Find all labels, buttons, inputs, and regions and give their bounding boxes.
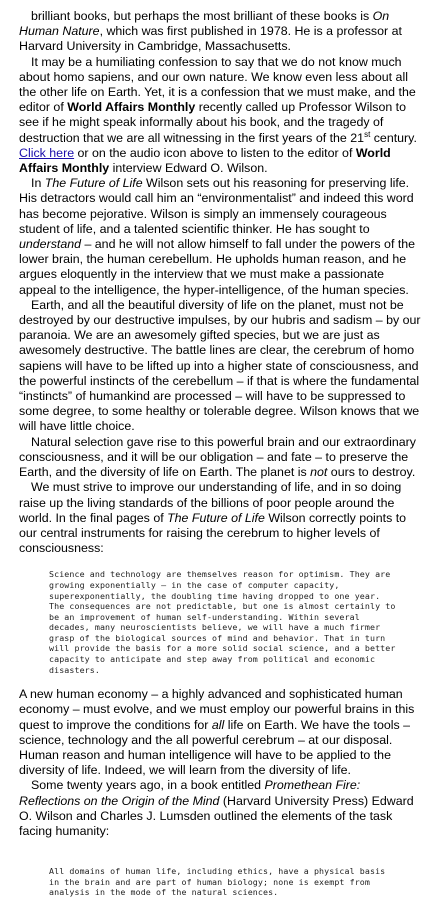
book-title-on-human-nature: On Human Nature xyxy=(19,9,390,39)
text: Wilson sets out his reasoning for preserving life. His detractors would call him an “environmentalist” and indeed this word has become pejorative. Wilson is simply an immensely courageous student of life, and a talented scientific thinker. He has sought to xyxy=(19,176,414,236)
ordinal-suffix: st xyxy=(364,129,371,139)
paragraph-promethean-fire xyxy=(19,778,422,839)
text: life on Earth. We have the tools – science, technology and the all powerful cerebrum – at our disposal. Human reason and human intelligence will have to be applied to the diversity of life. Indeed, we will learn from the diversity of life. xyxy=(19,717,411,778)
text: ours to destroy. xyxy=(327,465,416,480)
paragraph-natural-selection xyxy=(19,435,422,481)
book-title-promethean-fire: Promethean Fire: Reflections on the Origin of the Mind xyxy=(19,778,361,808)
block-quote-domains: All domains of human life, including ethics, have a physical basis in the brain and are part of human biology; none is exempt from analysis in the mode of the natural sciences. xyxy=(49,866,386,898)
text: Wilson correctly points to our central instruments for raising the cerebrum to higher levels of consciousness: xyxy=(19,510,407,556)
emphasis: understand xyxy=(19,237,82,252)
paragraph-intro xyxy=(19,9,422,55)
magazine-name: World Affairs Monthly xyxy=(67,100,196,115)
text: It may be a humiliating confession to say that we do not know much about homo sapiens, and our own nature. We know even less about all the other life on Earth. Yet, it is a confession that we must make, and the editor of xyxy=(19,54,416,115)
text: recently called up Professor Wilson to see if he might speak informally about his book, and the tragedy of destruction that we are all witnessing in the first years of the 21 xyxy=(19,100,406,145)
paragraph-earth: Earth, and all the beautiful diversity of life on the planet, must not be destroyed by our destructive impulses, by our hubris and sadism – by our paranoia. We are an awesomely gifted species, but we are just as awesomely destructive. The battle lines are clear, the cerebrum of homo sapiens will have to be lifted up into a higher state of consciousness, and the powerful instincts of the cerebellum – if that is where the fundamental “instincts” of humankind are processed – will have to be suppressed to some degree, to some healthy or tolerable degree. Wilson knows that we will have little choice. xyxy=(19,297,421,434)
text: Some twenty years ago, in a book entitled xyxy=(31,778,265,793)
text: Natural selection gave rise to this powerful brain and our extraordinary consciousness, and it will be our obligation – and fate – to preserve the Earth, and the diversity of life on Earth. The planet is xyxy=(19,434,416,480)
text: (Harvard University Press) Edward O. Wilson and Charles J. Lumsden outlined the elements of the task facing humanity: xyxy=(19,793,414,839)
text: century. xyxy=(370,130,417,145)
paragraph-confession xyxy=(19,55,422,177)
emphasis: not xyxy=(310,465,328,480)
text: In xyxy=(31,176,45,191)
paragraph-strive xyxy=(19,480,422,556)
text: – and he will not allow himself to fall under the powers of the lower brain, the human cerebellum. He upholds human reason, and he argues eloquently in the interview that we must make a passionate appeal to the intelligence, the hyper-intelligence, of the human species. xyxy=(19,237,416,297)
emphasis: all xyxy=(211,717,225,732)
text: interview Edward O. Wilson. xyxy=(109,161,268,176)
text: We must strive to improve our understanding of life, and in so doing raise up the living standards of the billions of poor people around the world. In the final pages of xyxy=(19,480,402,525)
block-quote-science: Science and technology are themselves reason for optimism. They are growing exponentially – in the case of computer capacity, superexponentially, the doubling time having dropped to one year. The consequences are not predictable, but one is almost certainly to be an improvement of human self-understanding. Within several decades, many neuroscientists believe, we will have a much firmer grasp of the biological sources of mind and behavior. That in turn will provide the basis for a more solid social science, and a better capacity to anticipate and step away from political and economic disasters. xyxy=(49,569,396,675)
paragraph-new-economy xyxy=(19,687,422,778)
book-title-future-of-life: The Future of Life xyxy=(167,510,265,525)
text: or on the audio icon above to listen to the editor of xyxy=(74,145,356,160)
click-here-link[interactable]: Click here xyxy=(19,145,75,160)
text: , which was first published in 1978. He is a professor at Harvard University in Cambridge, Massachusetts. xyxy=(19,24,402,54)
magazine-name: World Affairs Monthly xyxy=(19,145,391,176)
book-title-future-of-life: The Future of Life xyxy=(44,176,143,191)
paragraph-future-of-life xyxy=(19,176,422,298)
text: brilliant books, but perhaps the most brilliant of these books is xyxy=(31,9,373,23)
text: A new human economy – a highly advanced and sophisticated human economy – must evolve, and we must employ our powerful brains in this quest to improve the conditions for xyxy=(19,687,415,732)
